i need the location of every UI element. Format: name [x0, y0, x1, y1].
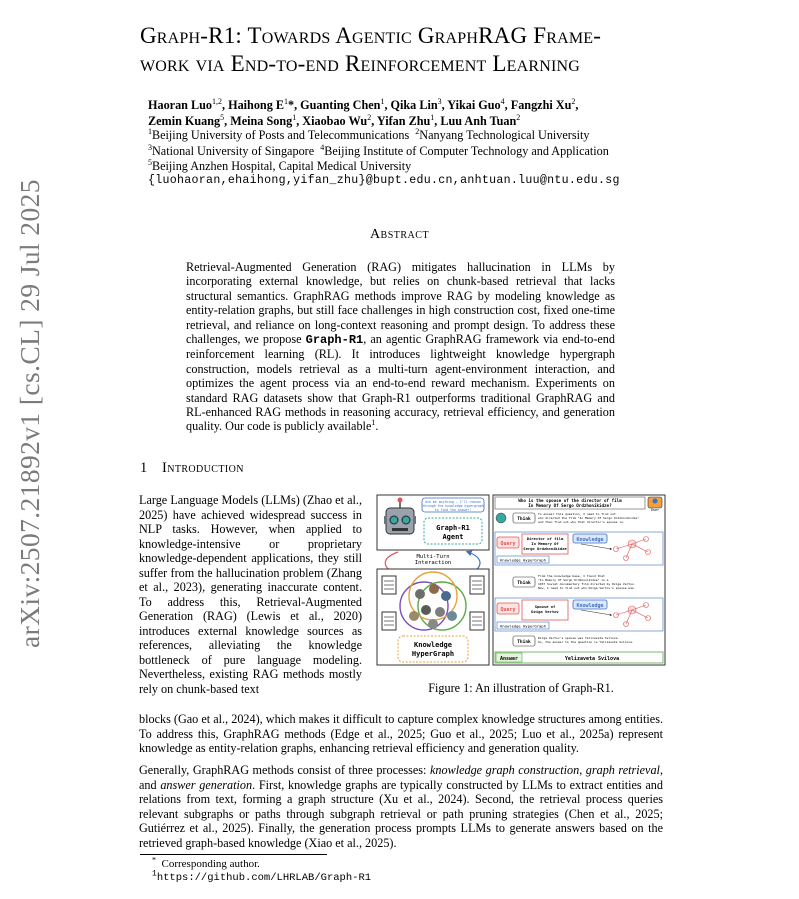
bubble-text-2: through the knowledge hypergraph	[422, 504, 484, 508]
figure-illustration	[376, 494, 666, 672]
hypergraph-label-box	[398, 636, 468, 662]
abstract-heading: Abstract	[369, 227, 430, 242]
abstract-text: , an agentic GraphRAG framework via end-to-end reinforcement learning (RL). It introduces lightweight knowledge hypergraph construction, models retrieval as a multi-turn agent-environment interaction, and optimizes the agent process via an end-to-end reward mechanism. Experiments on standard RAG datasets show that Graph-R1 outperforms traditional GraphRAG and RL-enhanced RAG methods in reasoning accuracy, retrieval efficiency, and generation quality. Our code is publicly available	[186, 332, 615, 434]
svg-text:Think: Think	[517, 517, 531, 522]
query1-line2: In Memory Of	[531, 541, 559, 546]
answer-label: Answer	[499, 656, 519, 662]
emph-text: graph retrieval	[585, 763, 660, 777]
svg-text:So, the answer to the question: So, the answer to the question is Yelizaveta Svilova.	[538, 640, 634, 644]
method-name: Graph-R1	[305, 333, 364, 348]
bubble-text-3: to find the answer!	[434, 508, 472, 512]
paper-title	[140, 22, 670, 78]
affiliation-line: $^5$Beijing Anzhen Hospital, Capital Medical University	[148, 157, 412, 173]
affiliation-line: $^3$National University of Singapore $^4$Beijing Institute of Computer Technology and Application	[148, 142, 609, 158]
interaction-label-2: Interaction	[414, 560, 452, 566]
kh-small-label-2: Knowledge HyperGraph	[500, 623, 546, 629]
title-line-1: Graph-R1: Towards Agentic GraphRAG Frame-	[140, 23, 602, 48]
knowledge-label: Knowledge	[576, 537, 604, 543]
svg-text:Think: Think	[517, 581, 531, 586]
affiliations	[148, 128, 668, 175]
section-number: 1	[140, 460, 148, 476]
author-emails: {luohaoran,ehaihong,yifan_zhu}@bupt.edu.cn,anhtuan.luu@ntu.edu.sg	[148, 174, 620, 187]
hypergraph-label-2: HyperGraph	[411, 650, 455, 658]
query1-line1: Director of film	[526, 536, 564, 541]
query-label: Query	[500, 541, 516, 547]
authors	[148, 97, 668, 129]
section-title: Introduction	[162, 460, 244, 476]
emph-text: answer generation	[160, 777, 253, 792]
question-text: Who is the spouse of the director of film	[518, 498, 622, 503]
agent-label-2: Agent	[442, 533, 464, 541]
footnote-rule	[140, 854, 327, 855]
interaction-label: Multi-Turn	[416, 554, 450, 560]
svg-text:and then find out who that dir: and then find out who that director's spouse is.	[538, 520, 625, 524]
abstract-text: Retrieval-Augmented Generation (RAG) mitigates hallucination in LLMs by incorporating external knowledge, but relies on chunk-based retrieval that lacks structural semantics. GraphRAG methods improve RAG by modeling knowledge as entity-relation graphs, but still face challenges in high construction cost, fixed one-time retrieval, and reliance on long-context reasoning and prompt design. To address these challenges, we propose	[186, 260, 615, 347]
figure-1	[376, 494, 666, 672]
figure-caption: Figure 1: An illustration of Graph-R1.	[428, 681, 614, 695]
query-label-2: Query	[500, 607, 516, 613]
title-line-2: work via End-to-end Reinforcement Learning	[140, 51, 581, 76]
query2-line1: Spouse of	[534, 604, 556, 609]
footnote-corresponding: * Corresponding author.	[152, 855, 260, 870]
agent-label: Graph-R1	[436, 524, 470, 532]
arxiv-stamp	[10, 179, 48, 648]
intro-paragraph-1-cont: blocks (Gao et al., 2024), which makes it difficult to capture complex knowledge structures among entities. To address this, GraphRAG methods (Edge et al., 2025; Guo et al., 2025; Luo et al., 2025a) represent knowledge as entity-relation graphs, enhancing retrieval efficiency and generation quality.	[139, 712, 663, 755]
intro-paragraph-1: Large Language Models (LLMs) (Zhao et al., 2025) have achieved widespread success in NLP tasks. However, when applied to knowledge-intensive or proprietary knowledge-dependent applications, they still suffer from the hallucination problem (Zhang et al., 2023), generating inaccurate content. To address this, Retrieval-Augmented Generation (RAG) (Lewis et al., 2020) introduces external knowledge sources as references, alleviating the knowledge bottleneck of pure language modeling. Nevertheless, existing RAG methods mostly rely on chunk-based text	[139, 493, 362, 696]
kh-small-label: Knowledge HyperGraph	[500, 557, 546, 563]
question-text-2: In Memory Of Sergo Ordzhonikidze?	[528, 503, 612, 508]
emph-text: knowledge graph construction	[429, 763, 580, 777]
hypergraph-label: Knowledge	[414, 641, 452, 649]
footnote-url[interactable]	[152, 869, 372, 884]
footnote-mark: 1	[152, 869, 157, 879]
user-label: User	[650, 508, 660, 512]
text: Generally, GraphRAG methods consist of three processes:	[139, 763, 430, 777]
svg-text:Dziga Vertov's spouse was Yeli: Dziga Vertov's spouse was Yelizaveta Svilova.	[538, 636, 620, 640]
svg-text:Think: Think	[517, 640, 531, 645]
knowledge-label-2: Knowledge	[576, 603, 604, 609]
query1-line3: Sergo Ordzhonikidze	[523, 546, 567, 551]
svg-text:"In Memory Of Sergo Ordzhoniki: "In Memory Of Sergo Ordzhonikidze" is a	[538, 578, 609, 582]
text: , and	[139, 763, 663, 792]
arxiv-id: arXiv:2507.21892v1 [cs.CL] 29 Jul 2025	[14, 179, 45, 648]
intro-paragraph-2	[139, 763, 663, 850]
svg-text:1937 Soviet documentary film d: 1937 Soviet documentary film directed by Dziga Vertov.	[538, 582, 636, 586]
svg-text:who directed the film "In Memo: who directed the film "In Memory Of Sergo Ordzhonikidze"	[538, 516, 640, 520]
svg-text:To answer this question, I nee: To answer this question, I need to find out	[538, 512, 616, 516]
code-url[interactable]: https://github.com/LHRLAB/Graph-R1	[156, 872, 372, 884]
bubble-text: Ask me anything — I'll reason	[425, 500, 481, 504]
abstract-body: Retrieval-Augmented Generation (RAG) mitigates hallucination in LLMs by incorporating external knowledge, but relies on chunk-based retrieval that lacks structural semantics. GraphRAG methods improve RAG by modeling knowledge as entity-relation graphs, but still face challenges in high construction cost, fixed one-time retrieval, and reliance on long-context reasoning and prompt design. To address these challenges, we propose Graph-R1, an agentic GraphRAG framework via end-to-end reinforcement learning (RL). It introduces lightweight knowledge hypergraph construction, models retrieval as a multi-turn agent-environment interaction, and optimizes the agent process via an end-to-end reward mechanism. Experiments on standard RAG datasets show that Graph-R1 outperforms traditional GraphRAG and RL-enhanced RAG methods in reasoning accuracy, retrieval efficiency, and generation quality. Our code is publicly available$^1$.	[186, 260, 615, 434]
svg-text:From the knowledge base, I fou: From the knowledge base, I found that	[538, 574, 605, 578]
section-heading	[140, 460, 244, 477]
text: ,	[579, 763, 586, 777]
svg-text:Now, I need to find out who Dz: Now, I need to find out who Dziga Vertov's spouse was.	[538, 586, 636, 590]
authors-line-1: Haoran Luo$^{1,2}$, Haihong $E^1*$, Guanting Chen$^1$, Qika Lin$^3$, Yikai Guo$^4$, Fangzhi Xu$^2$,	[148, 96, 579, 112]
answer-text: Yelizaveta Svilova	[564, 656, 620, 662]
affiliation-line: $^1$Beijing University of Posts and Telecommunications $^2$Nanyang Technological University	[148, 126, 590, 142]
user-icon	[648, 497, 662, 508]
footnote-ref[interactable]: 1	[371, 418, 376, 428]
footnote-corresponding-text: Corresponding author.	[161, 858, 260, 870]
authors-line-2: Zemin Kuang$^5$, Meina Song$^1$, Xiaobao Wu$^2$, Yifan Zhu$^1$, Luu Anh Tuan$^2$	[148, 112, 521, 128]
text: . First, knowledge graphs are typically constructed by LLMs to extract entities and relations from text, forming a graph structure (Xu et al., 2024). Second, the retrieval process queries relevant subgraphs or paths through subgraph retrieval or path pruning strategies (Chen et al., 2025; Gutiérrez et al., 2025). Finally, the generation process prompts LLMs to generate answers based on the retrieved graph-based knowledge (Xiao et al., 2025).	[139, 777, 663, 850]
query2-line2: Dziga Vertov	[531, 609, 559, 614]
